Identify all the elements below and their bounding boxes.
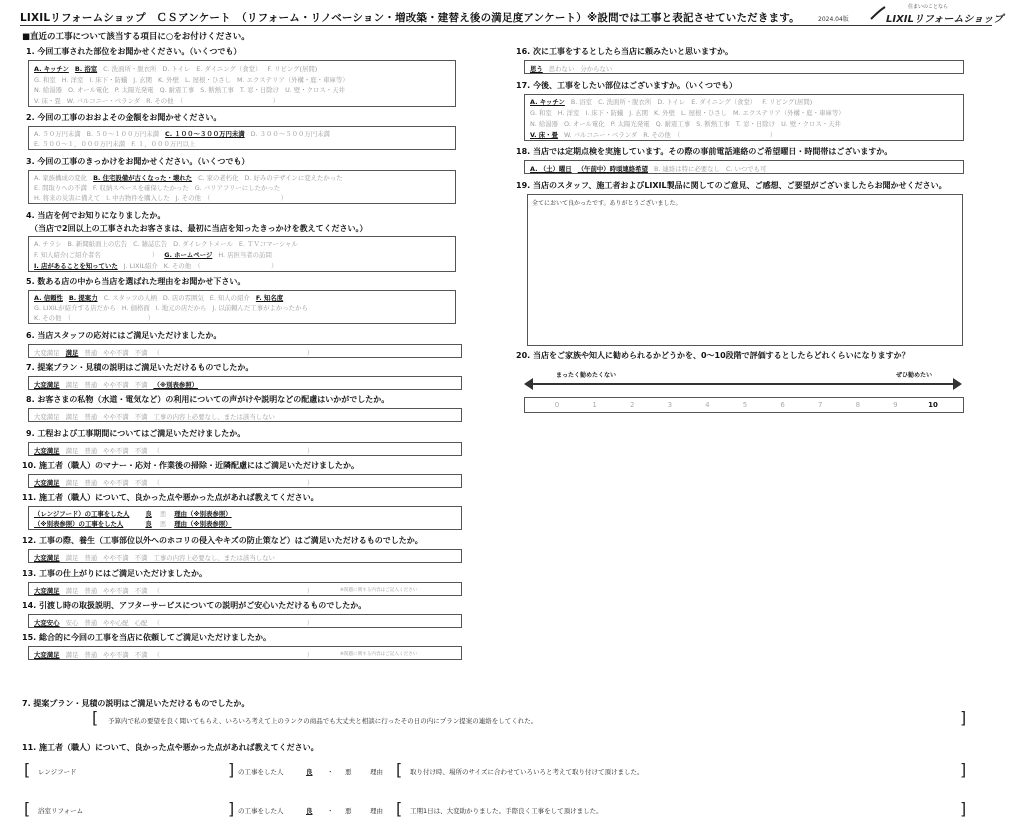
q14-box — [28, 614, 462, 628]
option: J. 玄関 — [133, 75, 152, 84]
q6-box — [28, 344, 462, 358]
q17-title: 17. 今後、工事をしたい部位はございますか。（いくつでも） — [516, 81, 737, 90]
option: （ ） — [153, 587, 314, 595]
option: P. 太陽光発電 — [610, 120, 650, 128]
option: C. 家の老朽化 — [198, 174, 239, 182]
option: 不満 — [134, 381, 148, 389]
option: やや不満 — [103, 479, 129, 487]
option: （ ） — [153, 447, 314, 455]
q16-title: 16. 次に工事をするとしたら当店に頼みたいと思いますか。 — [516, 47, 733, 56]
option-line — [34, 64, 323, 73]
option-row — [34, 412, 281, 421]
bracket-open: [ — [92, 708, 99, 727]
option: A. 家族構成の変化 — [34, 174, 88, 182]
option: 不満 — [134, 447, 148, 455]
option: B. 住宅設備が古くなった・壊れた — [93, 174, 193, 182]
option: D. 好みのデザインに変えたかった — [244, 174, 343, 182]
option: G. 和室 — [530, 109, 552, 117]
q11-title: 11. 施工者（職人）について、良かった点や悪かった点があれば教えてください。 — [22, 493, 319, 502]
option: R. その他 （ ） — [146, 96, 279, 105]
option: D. ダイレクトメール — [173, 240, 233, 248]
option-line — [530, 130, 782, 139]
row-2-dot: ・ — [327, 807, 334, 815]
option: D. ３００～５００万円未満 — [250, 130, 330, 138]
q7-title: 7. 提案プラン・見積の説明はご満足いただけるものでしたか。 — [26, 363, 254, 372]
q19-title: 19. 当店のスタッフ、施工者およびLIXIL製品に関してのご意見、ご感想、ご要望がございましたらお聞かせください。 — [516, 181, 947, 190]
scale-value: 7 — [817, 401, 823, 409]
row-2-suffix: の工事をした人 — [238, 807, 284, 815]
option: I. 中古物件を購入した — [106, 194, 170, 202]
option: I. 床下・防蟻 — [585, 109, 624, 117]
row-2-part: 浴室リフォーム — [38, 807, 84, 815]
logo-tagline: 住まいのことなら — [908, 4, 949, 10]
header-divider — [20, 25, 992, 26]
q2-box — [28, 126, 456, 150]
bottom-q7-answer: 予算内で私の要望を良く聞いてもらえ、いろいろ考えて上のランクの商品でも大丈夫と相談に行ったその日の内にプラン提案の連絡をしてくれた。 — [108, 717, 538, 725]
q17-box — [524, 94, 964, 141]
option: （ ） — [153, 479, 314, 487]
option-row — [34, 586, 319, 595]
section-heading: ■直近の工事について該当する項目に○をお付けください。 — [22, 32, 250, 42]
option: I. 床下・防蟻 — [89, 75, 128, 84]
option: 普通 — [84, 554, 98, 562]
q11-row-1-good: 良 — [145, 510, 152, 518]
option: T. 窓・日除け — [239, 86, 280, 94]
q1-box — [28, 60, 456, 107]
option: 不満 — [134, 413, 148, 421]
option: 大変満足 — [34, 447, 60, 455]
option-row — [530, 164, 772, 173]
option-row — [34, 380, 204, 389]
option: F. リビング(居間) — [762, 98, 813, 106]
scale-value: 6 — [780, 401, 785, 409]
option: やや心配 — [103, 619, 129, 627]
option: J. 玄関 — [629, 109, 648, 117]
row-1-bad: 悪 — [345, 768, 352, 776]
option: 満足 — [65, 349, 79, 357]
option: J. LIXIL紹介 — [123, 262, 158, 270]
option: E. ＴＶコマーシャル — [238, 240, 298, 248]
option: 大変満足 — [34, 479, 60, 487]
rating-scale — [524, 397, 964, 413]
option: S. 断熱工事 — [200, 86, 234, 94]
option: やや不満 — [103, 651, 129, 659]
option: 満足 — [65, 447, 79, 455]
option: A. キッチン — [34, 65, 69, 73]
option-row — [34, 650, 319, 659]
option: 不満 — [134, 587, 148, 595]
option: 普通 — [84, 651, 98, 659]
option: （※別表参照） — [153, 381, 199, 389]
option-line — [34, 303, 314, 312]
q4-box — [28, 236, 456, 272]
option: G. バリアフリーにしたかった — [194, 184, 281, 192]
q12-box — [28, 549, 462, 563]
option: B. ５０～１００万円未満 — [86, 130, 160, 138]
option: 思う — [530, 65, 543, 73]
survey-title: LIXILリフォームショップ ＣＳアンケート （リフォーム・リノベーション・増改築・建替え後の満足度アンケート）※設問では工事と表記させていただきます。 — [20, 12, 800, 24]
q20-title: 20. 当店をご家族や知人に勧められるかどうかを、0～10段階で評価するとしたらどれくらいになりますか？ — [516, 351, 910, 360]
option: （午前中）時頃連絡希望 — [577, 165, 648, 173]
q13-title: 13. 工事の仕上がりにはご満足いただけましたか。 — [22, 569, 207, 578]
option-line — [34, 183, 286, 192]
q11-row-2-bad: 悪 — [159, 520, 167, 528]
q11-row-2-reason: 理由（※別表参照） — [174, 520, 232, 528]
option: E. 知人の紹介 — [209, 294, 250, 302]
option: やや不満 — [103, 349, 129, 357]
option: 普通 — [84, 587, 98, 595]
option: L. 屋根・ひさし — [681, 109, 727, 117]
logo-text: LIXILリフォームショップ — [886, 14, 1004, 25]
option: H. 洋室 — [61, 75, 84, 84]
option: D. トイレ — [657, 98, 686, 106]
option: H. 価格面 — [121, 304, 150, 312]
version-date: 2024.04版 — [818, 16, 849, 23]
q5-title: 5. 数ある店の中から当店を選ばれた理由をお聞かせ下さい。 — [26, 277, 246, 286]
option: P. 太陽光発電 — [114, 86, 154, 94]
option: 大変満足 — [34, 651, 60, 659]
scale-value: 8 — [855, 401, 861, 409]
option: A. 信頼性 — [34, 294, 63, 302]
q11-row-1-who: （レンジフード）の工事をした人 — [34, 510, 130, 518]
row-2-reason: 工期1日は、大変助かりました。手際良く工事をして頂けました。 — [410, 807, 603, 815]
option: K. 外壁 — [653, 109, 676, 117]
option-row — [34, 553, 281, 562]
option-row — [34, 618, 319, 627]
option: やや不満 — [103, 381, 129, 389]
option: I. 店があることを知っていた — [34, 262, 118, 270]
q11-row-1 — [34, 509, 238, 518]
option: 満足 — [65, 554, 79, 562]
option: F. １，０００万円以上 — [131, 140, 196, 148]
option: 大変安心 — [34, 619, 60, 627]
option-line — [34, 313, 160, 322]
option: H. 将来の災害に備えて — [34, 194, 101, 202]
option-row — [530, 64, 618, 73]
option: 不満 — [134, 651, 148, 659]
q13-note: ※問題に関する内容はご記入ください — [340, 588, 418, 593]
option: 不満 — [134, 479, 148, 487]
option: C. スタッフの人柄 — [103, 294, 157, 302]
option: L. 屋根・ひさし — [185, 75, 231, 84]
option: 普通 — [84, 479, 98, 487]
option-line — [34, 193, 293, 202]
option: D. トイレ — [162, 65, 191, 73]
option: 分からない — [580, 65, 613, 73]
lixil-logo — [868, 3, 1004, 25]
q3-title: 3. 今回の工事のきっかけをお聞かせください。（いくつでも） — [26, 157, 250, 166]
option: E. ダイニング（食堂） — [196, 65, 262, 73]
option: B. 浴室 — [570, 98, 593, 106]
option: 思わない — [548, 65, 575, 73]
logo-swoosh-icon — [870, 5, 886, 21]
option: A. （土）曜日 — [530, 165, 572, 173]
option: C. 洗面所・脱衣所 — [598, 98, 652, 106]
scale-left-label: まったく勧めたくない — [556, 372, 617, 379]
option: 普通 — [84, 349, 98, 357]
q8-title: 8. お客さまの私物（水道・電気など）の利用についての声がけや説明などの配慮はいかがでしたか。 — [26, 395, 390, 404]
q2-title: 2. 今回の工事のおおよその金額をお聞かせください。 — [26, 113, 222, 122]
option: M. エクステリア（外構・庭・車庫等） — [733, 109, 845, 117]
survey-header — [20, 8, 992, 26]
option: 普通 — [84, 619, 98, 627]
option: G. LIXILが紹介する店だから — [34, 304, 116, 312]
q12-title: 12. 工事の際、養生（工事部位以外へのホコリの侵入やキズの防止策など）はご満足いただけるものでしたか。 — [22, 536, 423, 545]
option: B. 提案力 — [68, 294, 98, 302]
q15-title: 15. 総合的に今回の工事を当店に依頼してご満足いただけましたか。 — [22, 633, 271, 642]
q5-box — [28, 290, 456, 324]
option-line — [34, 293, 289, 302]
option: K. その他 （ ） — [163, 262, 278, 270]
q11-row-2-good: 良 — [145, 520, 152, 528]
option-row — [34, 446, 319, 455]
q15-note: ※問題に関する内容はご記入ください — [340, 652, 418, 657]
option: N. 給湯器 — [530, 120, 559, 128]
option: U. 壁・クロス・天井 — [781, 120, 841, 128]
option-line — [34, 239, 304, 248]
option: C. 雑誌広告 — [133, 240, 168, 248]
scale-value: 5 — [742, 401, 748, 409]
bottom-q11-title: 11. 施工者（職人）について、良かった点や悪かった点があれば教えてください。 — [22, 743, 319, 752]
q8-box — [28, 408, 462, 422]
option: やや不満 — [103, 587, 129, 595]
q16-box — [524, 60, 964, 74]
q19-box — [527, 194, 963, 346]
option: B. 浴室 — [74, 65, 98, 73]
bottom-q7-title: 7. 提案プラン・見積の説明はご満足いただけるものでしたか。 — [22, 699, 250, 708]
option: 心配 — [134, 619, 148, 627]
scale-arrow — [524, 377, 962, 391]
q9-title: 9. 工程および工事期間についてはご満足いただけましたか。 — [26, 429, 246, 438]
option: A. キッチン — [530, 98, 565, 106]
row-2-bad: 悪 — [345, 807, 352, 815]
scale-value: 3 — [667, 401, 673, 409]
option: E. ダイニング（食堂） — [691, 98, 757, 106]
option-line — [530, 97, 818, 106]
option: O. オール電化 — [564, 120, 605, 128]
q4-subtitle: （当店で2回以上の工事されたお客さまは、最初に当店を知ったきっかけを教えてください。） — [30, 224, 368, 233]
option: A. ５０万円未満 — [34, 130, 81, 138]
option: やや不満 — [103, 413, 129, 421]
q18-title: 18. 当店では定期点検を実施しています。その際の事前電話連絡のご希望曜日・時間帯はございますか。 — [516, 147, 893, 156]
option: K. その他 （ ） — [34, 314, 155, 322]
option: V. 床・畳 — [34, 96, 61, 105]
option: 大変満足 — [34, 413, 60, 421]
scale-value: 10 — [928, 401, 938, 409]
option: 普通 — [84, 381, 98, 389]
option-line — [530, 108, 851, 117]
option: T. 窓・日除け — [735, 120, 776, 128]
option: 満足 — [65, 587, 79, 595]
q19-answer: 全てにおいて良かったです。ありがとうございました。 — [532, 200, 682, 207]
option: G. 和室 — [34, 75, 56, 84]
option: C. １００～３００万円未満 — [165, 130, 245, 138]
option-line — [34, 85, 351, 94]
option: 大変満足 — [34, 349, 60, 357]
scale-value: 0 — [554, 401, 560, 409]
option: D. 店の雰囲気 — [162, 294, 204, 302]
option: 普通 — [84, 447, 98, 455]
option: F. リビング(居間) — [267, 65, 318, 73]
q7-box — [28, 376, 462, 390]
option: O. オール電化 — [68, 86, 109, 94]
option: A. チラシ — [34, 240, 62, 248]
option-line — [34, 139, 201, 148]
option: F. 知人紹介(ご紹介者名 ） — [34, 251, 159, 259]
option: （ ） — [153, 651, 314, 659]
option-line — [34, 96, 285, 105]
option: J. その他 （ ） — [175, 194, 288, 202]
option: 満足 — [65, 413, 79, 421]
option: E. ５００～１，０００万円未満 — [34, 140, 126, 148]
option: 工事の内容上必要なし、または該当しない — [153, 413, 275, 421]
option: H. 店担当者の訪問 — [218, 251, 272, 259]
q4-title: 4. 当店を何でお知りになりましたか。 — [26, 211, 166, 220]
option: 満足 — [65, 651, 79, 659]
q11-row-2 — [34, 519, 238, 528]
option: F. 収納スペースを確保したかった — [92, 184, 189, 192]
option-line — [34, 129, 336, 138]
option: E. 間取りへの不満 — [34, 184, 87, 192]
q6-title: 6. 当店スタッフの応対にはご満足いただけましたか。 — [26, 331, 222, 340]
option: C. いつでも可 — [725, 165, 767, 173]
option: Q. 耐震工事 — [159, 86, 195, 94]
option: W. バルコニー・ベランダ — [66, 96, 141, 105]
option: R. その他 （ ） — [643, 131, 777, 139]
option: C. 洗面所・脱衣所 — [103, 65, 157, 73]
option: 満足 — [65, 381, 79, 389]
option: G. ホームページ — [164, 251, 213, 259]
option-row — [34, 478, 319, 487]
option: H. 洋室 — [557, 109, 580, 117]
option: V. 床・畳 — [530, 131, 558, 139]
option: N. 給湯器 — [34, 86, 63, 94]
q14-title: 14. 引渡し時の取扱説明、アフターサービスについての説明がご安心いただけるものでしたか。 — [22, 601, 367, 610]
q10-box — [28, 474, 462, 488]
scale-value: 9 — [893, 401, 898, 409]
option-line — [34, 261, 283, 270]
option: （ ） — [153, 349, 314, 357]
option: 普通 — [84, 413, 98, 421]
scale-value: 1 — [592, 401, 597, 409]
q11-row-1-bad: 悪 — [159, 510, 167, 518]
q3-box — [28, 170, 456, 204]
bracket-close: ] — [960, 708, 967, 727]
option: 大変満足 — [34, 554, 60, 562]
option: K. 外壁 — [157, 75, 180, 84]
option: I. 地元の店だから — [155, 304, 207, 312]
q1-title: 1. 今回工事された部位をお聞かせください。（いくつでも） — [26, 47, 242, 56]
row-1-reason: 取り付け時、場所のサイズに合わせていろいろと考えて取り付けて頂けました。 — [410, 768, 644, 776]
option: 安心 — [65, 619, 79, 627]
q18-box — [524, 160, 964, 174]
row-1-reason-label: 理由 — [370, 768, 383, 776]
row-1-part: レンジフード — [38, 768, 77, 776]
option-line — [34, 250, 278, 259]
option-row — [34, 348, 319, 357]
option: 満足 — [65, 479, 79, 487]
option: W. バルコニー・ベランダ — [563, 131, 638, 139]
row-2-good: 良 — [306, 807, 313, 815]
option: 工事の内容上必要なし、または該当しない — [153, 554, 275, 562]
option-line — [34, 173, 349, 182]
scale-value: 4 — [705, 401, 710, 409]
option: （ ） — [153, 619, 314, 627]
option: やや不満 — [103, 447, 129, 455]
q9-box — [28, 442, 462, 456]
option: やや不満 — [103, 554, 129, 562]
option-line — [34, 75, 355, 84]
q11-box — [28, 506, 462, 530]
arrow-right-icon — [953, 378, 962, 390]
option: B. 連絡は特に必要なし — [653, 165, 720, 173]
row-1-good: 良 — [306, 768, 313, 776]
option: 不満 — [134, 554, 148, 562]
row-2-reason-label: 理由 — [370, 807, 383, 815]
option: S. 断熱工事 — [696, 120, 730, 128]
row-1-suffix: の工事をした人 — [238, 768, 284, 776]
option: 大変満足 — [34, 381, 60, 389]
option: F. 知名度 — [255, 294, 284, 302]
q11-row-2-who: （※別表参照）の工事をした人 — [34, 520, 124, 528]
scale-value: 2 — [629, 401, 635, 409]
q10-title: 10. 施工者（職人）のマナー・応対・作業後の掃除・近隣配慮にはご満足いただけましたか。 — [22, 461, 359, 470]
option: 大変満足 — [34, 587, 60, 595]
option: 不満 — [134, 349, 148, 357]
option: U. 壁・クロス・天井 — [285, 86, 345, 94]
scale-right-label: ぜひ勧めたい — [896, 372, 933, 379]
option: Q. 耐震工事 — [655, 120, 691, 128]
row-1-dot: ・ — [327, 768, 334, 776]
option: J. 以前頼んだ工事がよかったから — [212, 304, 308, 312]
option: B. 新聞紙面上の広告 — [67, 240, 128, 248]
option: M. エクステリア（外構・庭・車庫等） — [237, 75, 349, 84]
option-line — [530, 119, 847, 128]
q11-row-1-reason: 理由（※別表参照） — [174, 510, 232, 518]
